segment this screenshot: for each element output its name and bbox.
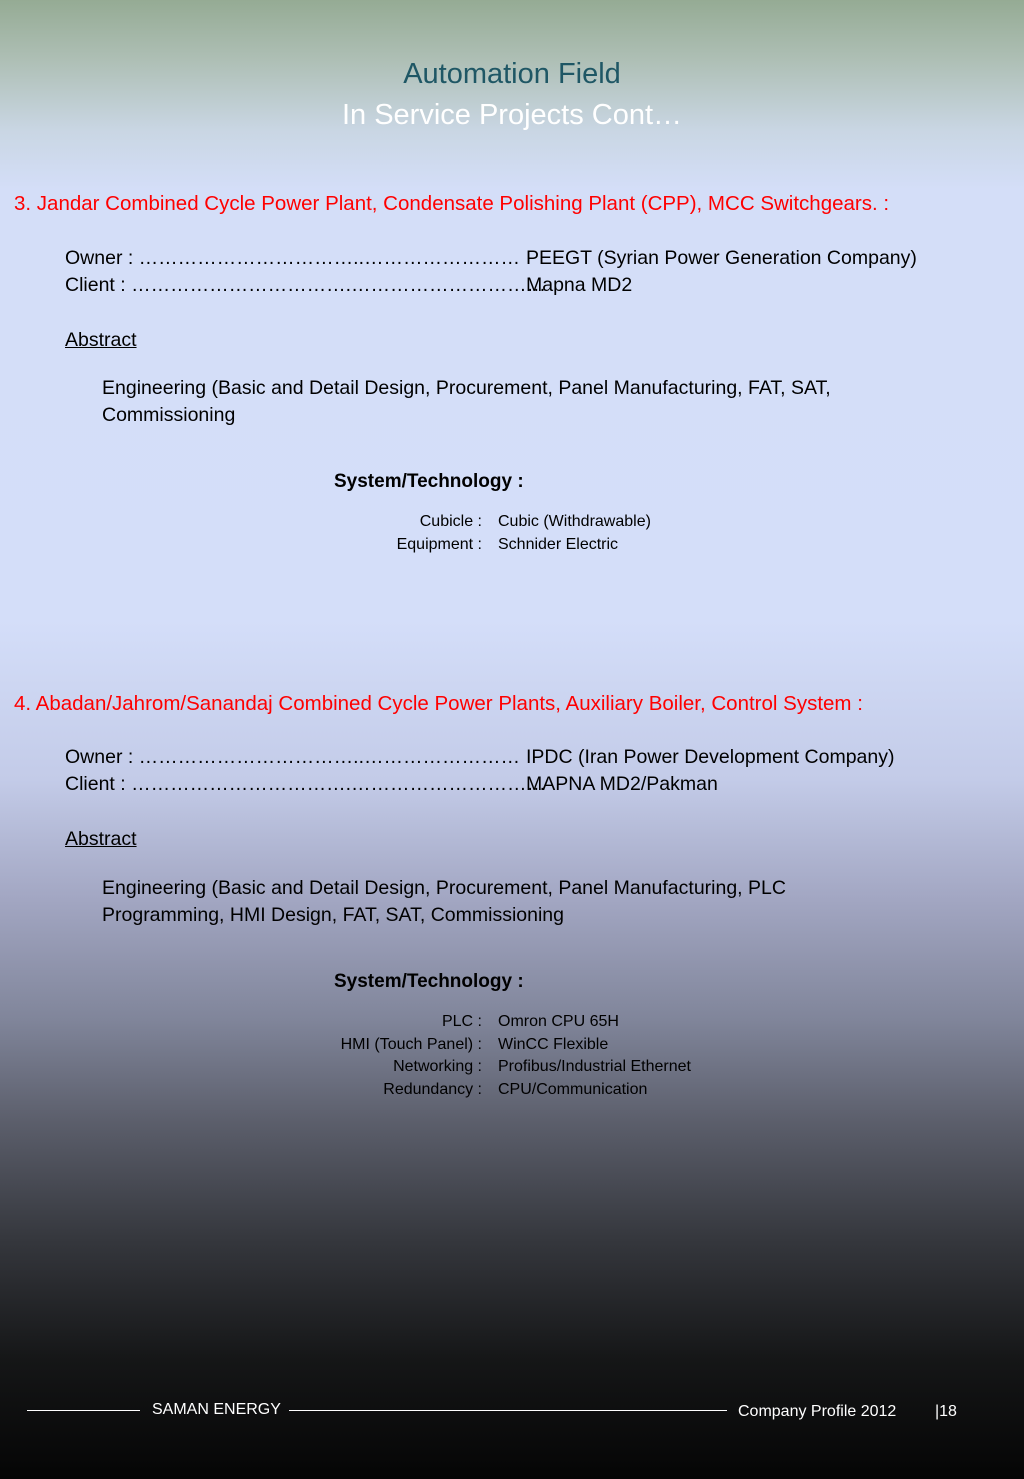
spec-value: WinCC Flexible	[498, 1036, 609, 1053]
abstract-label: Abstract	[65, 828, 137, 850]
spec-key: PLC :	[441, 1013, 482, 1030]
footer-divider-center	[289, 1410, 727, 1411]
spec-key: HMI (Touch Panel) :	[340, 1036, 482, 1053]
spec-value: Cubic (Withdrawable)	[498, 513, 651, 530]
spec-key: Equipment :	[396, 536, 482, 553]
client-label: Client : …………………………….…………………………	[65, 773, 547, 795]
spec-row-networking	[0, 1058, 1024, 1081]
footer-page-number: |18	[935, 1403, 957, 1420]
spec-value: Omron CPU 65H	[498, 1013, 619, 1030]
client-row	[65, 274, 633, 297]
spec-value: Schnider Electric	[498, 536, 619, 553]
client-label: Client : …………………………….…………………………	[65, 274, 547, 296]
spec-key: Redundancy :	[383, 1081, 482, 1098]
system-technology-label: System/Technology :	[334, 471, 524, 492]
abstract-label: Abstract	[65, 329, 137, 351]
abstract-text: Engineering (Basic and Detail Design, Procurement, Panel Manufacturing, FAT, SAT, Commissioning	[102, 377, 831, 426]
spec-value: CPU/Communication	[498, 1081, 648, 1098]
page-title: Automation Field	[403, 58, 621, 90]
page-subtitle: In Service Projects Cont…	[341, 99, 683, 131]
owner-value: PEEGT (Syrian Power Generation Company)	[526, 247, 917, 269]
spec-row-cubicle	[0, 513, 1024, 536]
footer-company: SAMAN ENERGY	[152, 1401, 281, 1418]
project-heading: 3. Jandar Combined Cycle Power Plant, Condensate Polishing Plant (CPP), MCC Switchgears. :	[14, 192, 890, 215]
spec-row-redundancy	[0, 1081, 1024, 1104]
spec-value: Profibus/Industrial Ethernet	[498, 1058, 691, 1075]
spec-row-hmi	[0, 1036, 1024, 1059]
client-value: Mapna MD2	[526, 274, 633, 296]
spec-row-equipment	[0, 536, 1024, 559]
owner-label: Owner : ……………………………..……………………	[65, 746, 521, 768]
footer-profile: Company Profile 2012	[738, 1403, 897, 1420]
abstract-text: Engineering (Basic and Detail Design, Procurement, Panel Manufacturing, PLC Programming, HMI Design, FAT, SAT, Commissioning	[102, 877, 786, 926]
client-value: MAPNA MD2/Pakman	[526, 773, 718, 795]
footer-divider-left	[27, 1410, 140, 1411]
project-heading: 4. Abadan/Jahrom/Sanandaj Combined Cycle Power Plants, Auxiliary Boiler, Control System :	[14, 692, 863, 715]
spec-key: Networking :	[393, 1058, 482, 1075]
spec-key: Cubicle :	[419, 513, 482, 530]
owner-row	[65, 746, 895, 769]
client-row	[65, 773, 718, 796]
owner-label: Owner : ……………………………..……………………	[65, 247, 521, 269]
system-technology-label: System/Technology :	[334, 971, 524, 992]
spec-row-plc	[0, 1013, 1024, 1036]
owner-value: IPDC (Iran Power Development Company)	[526, 746, 895, 768]
owner-row	[65, 247, 917, 270]
